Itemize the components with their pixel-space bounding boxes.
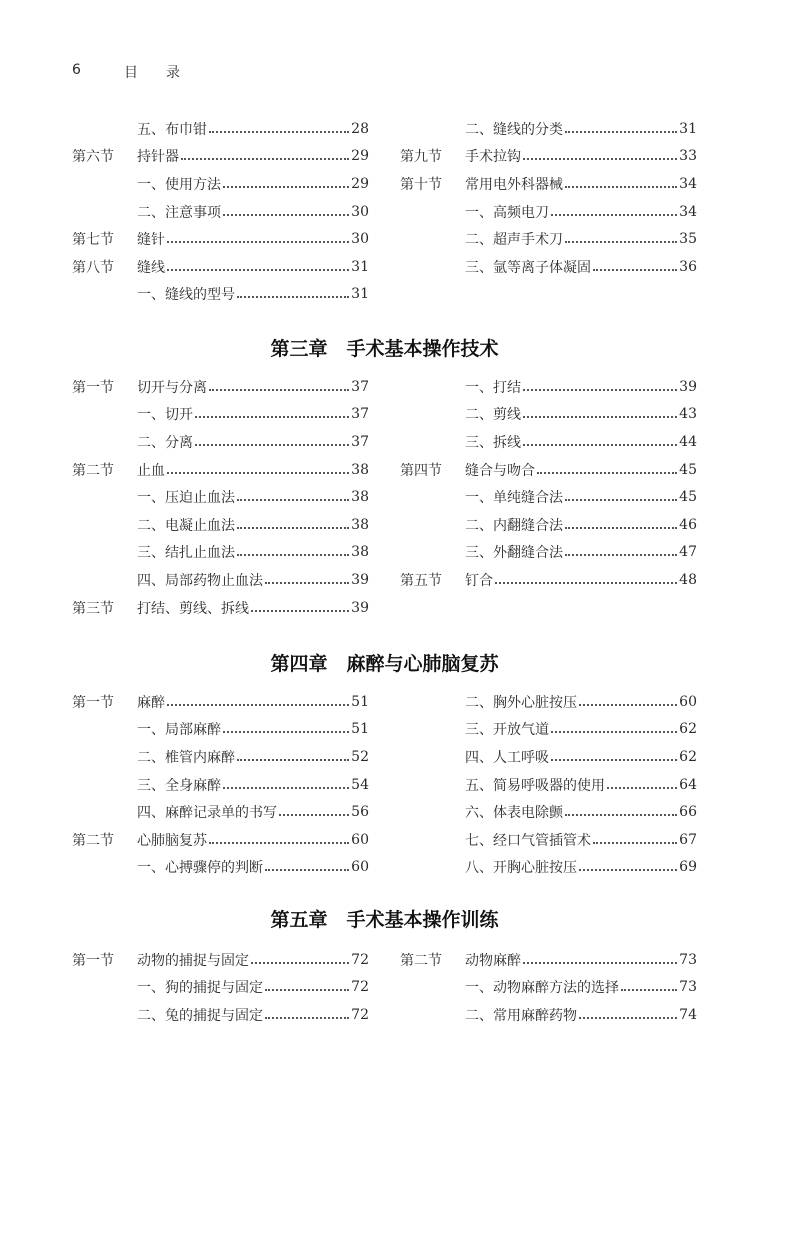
dot-leader xyxy=(237,554,349,556)
entry-title: 一、打结 xyxy=(465,379,521,396)
dot-leader xyxy=(195,416,349,418)
page-ref: 31 xyxy=(351,258,369,275)
page-number: 6 xyxy=(72,62,81,78)
entry-title: 三、氩等离子体凝固 xyxy=(465,259,591,276)
page-ref: 45 xyxy=(679,461,697,478)
entry-title: 动物麻醉 xyxy=(465,952,521,969)
page-ref: 54 xyxy=(351,776,369,793)
entry-title: 一、切开 xyxy=(137,407,193,424)
entry-title: 三、全身麻醉 xyxy=(137,777,221,794)
dot-leader xyxy=(265,869,349,871)
dot-leader xyxy=(551,759,677,761)
page-ref: 51 xyxy=(351,721,369,738)
entry-title: 钉合 xyxy=(465,572,493,589)
page-ref: 72 xyxy=(351,951,369,968)
toc-entry[interactable] xyxy=(72,456,369,484)
toc-block xyxy=(72,373,697,673)
toc-entry[interactable] xyxy=(400,974,697,1002)
entry-title: 一、单纯缝合法 xyxy=(465,490,563,507)
toc-entry[interactable] xyxy=(400,511,697,539)
section-label: 第一节 xyxy=(72,379,114,396)
dot-leader xyxy=(279,814,349,816)
toc-entry[interactable] xyxy=(400,198,697,226)
dot-leader xyxy=(237,759,349,761)
page-ref: 73 xyxy=(679,979,697,996)
dot-leader xyxy=(607,787,677,789)
entry-title: 二、常用麻醉药物 xyxy=(465,1007,577,1024)
dot-leader xyxy=(237,296,349,298)
toc-entry[interactable] xyxy=(400,854,697,882)
page-ref: 46 xyxy=(679,516,697,533)
toc-entry[interactable] xyxy=(72,253,369,281)
page-ref: 29 xyxy=(351,148,369,165)
page-ref: 34 xyxy=(679,175,697,192)
toc-entry[interactable] xyxy=(72,798,369,826)
entry-title: 手术拉钩 xyxy=(465,149,521,166)
toc-entry[interactable] xyxy=(72,401,369,429)
dot-leader xyxy=(565,241,677,243)
toc-entry[interactable] xyxy=(72,688,369,716)
entry-title: 三、拆线 xyxy=(465,434,521,451)
toc-entry[interactable] xyxy=(72,170,369,198)
entry-title: 一、缝线的型号 xyxy=(137,287,235,304)
dot-leader xyxy=(537,472,677,474)
toc-entry[interactable] xyxy=(400,826,697,854)
section-label: 第九节 xyxy=(400,149,442,166)
dot-leader xyxy=(565,499,677,501)
entry-title: 打结、剪线、拆线 xyxy=(137,600,249,617)
entry-title: 四、局部药物止血法 xyxy=(137,572,263,589)
toc-entry[interactable] xyxy=(72,483,369,511)
toc-entry[interactable] xyxy=(400,798,697,826)
page-ref: 34 xyxy=(679,203,697,220)
toc-entry[interactable] xyxy=(400,1001,697,1029)
entry-title: 二、胸外心脏按压 xyxy=(465,694,577,711)
section-label: 第二节 xyxy=(72,832,114,849)
toc-column-right xyxy=(400,688,697,881)
page-ref: 52 xyxy=(351,748,369,765)
toc-entry[interactable] xyxy=(400,483,697,511)
chapter-title: 第四章 麻醉与心肺脑复苏 xyxy=(270,653,499,675)
dot-leader xyxy=(209,389,349,391)
page-ref: 37 xyxy=(351,406,369,423)
page-ref: 39 xyxy=(351,599,369,616)
dot-leader xyxy=(181,158,349,160)
toc-entry[interactable] xyxy=(400,428,697,456)
page-ref: 43 xyxy=(679,406,697,423)
toc-block xyxy=(72,688,697,988)
toc-entry[interactable] xyxy=(400,456,697,484)
entry-title: 一、高频电刀 xyxy=(465,204,549,221)
page-ref: 29 xyxy=(351,175,369,192)
dot-leader xyxy=(551,214,677,216)
toc-column-right xyxy=(400,946,697,1029)
page-ref: 62 xyxy=(679,748,697,765)
dot-leader xyxy=(167,704,349,706)
entry-title: 七、经口气管插管术 xyxy=(465,832,591,849)
toc-entry[interactable] xyxy=(72,566,369,594)
dot-leader xyxy=(195,444,349,446)
entry-title: 二、剪线 xyxy=(465,407,521,424)
dot-leader xyxy=(223,186,349,188)
toc-column-left xyxy=(72,688,369,881)
page-ref: 60 xyxy=(679,693,697,710)
page-ref: 44 xyxy=(679,433,697,450)
toc-entry[interactable] xyxy=(400,539,697,567)
entry-title: 一、压迫止血法 xyxy=(137,490,235,507)
page-ref: 28 xyxy=(351,120,369,137)
dot-leader xyxy=(551,731,677,733)
section-label: 第二节 xyxy=(400,952,442,969)
section-label: 第七节 xyxy=(72,232,114,249)
page-ref: 45 xyxy=(679,489,697,506)
toc-column-left xyxy=(72,373,369,621)
section-label: 第五节 xyxy=(400,572,442,589)
toc-entry[interactable] xyxy=(400,716,697,744)
section-label: 第十节 xyxy=(400,176,442,193)
page-ref: 72 xyxy=(351,1006,369,1023)
entry-title: 三、结扎止血法 xyxy=(137,545,235,562)
dot-leader xyxy=(209,131,349,133)
dot-leader xyxy=(579,704,677,706)
toc-entry[interactable] xyxy=(72,115,369,143)
toc-entry[interactable] xyxy=(400,373,697,401)
toc-entry[interactable] xyxy=(400,688,697,716)
entry-title: 常用电外科器械 xyxy=(465,176,563,193)
entry-title: 六、体表电除颤 xyxy=(465,805,563,822)
dot-leader xyxy=(579,1017,677,1019)
toc-entry[interactable] xyxy=(72,539,369,567)
dot-leader xyxy=(523,158,677,160)
dot-leader xyxy=(251,962,349,964)
page-ref: 62 xyxy=(679,721,697,738)
dot-leader xyxy=(565,554,677,556)
page-ref: 39 xyxy=(351,571,369,588)
dot-leader xyxy=(237,527,349,529)
page-ref: 31 xyxy=(351,286,369,303)
page-ref: 38 xyxy=(351,461,369,478)
toc-entry[interactable] xyxy=(400,566,697,594)
entry-title: 一、局部麻醉 xyxy=(137,722,221,739)
entry-title: 二、分离 xyxy=(137,434,193,451)
entry-title: 心肺脑复苏 xyxy=(137,832,207,849)
page-ref: 74 xyxy=(679,1006,697,1023)
toc-entry[interactable] xyxy=(72,511,369,539)
section-label: 第六节 xyxy=(72,149,114,166)
dot-leader xyxy=(251,610,349,612)
entry-title: 四、麻醉记录单的书写 xyxy=(137,805,277,822)
dot-leader xyxy=(265,582,349,584)
entry-title: 五、简易呼吸器的使用 xyxy=(465,777,605,794)
section-label: 第一节 xyxy=(72,694,114,711)
toc-entry[interactable] xyxy=(400,771,697,799)
entry-title: 八、开胸心脏按压 xyxy=(465,860,577,877)
toc-entry[interactable] xyxy=(72,946,369,974)
toc-entry[interactable] xyxy=(72,771,369,799)
entry-title: 一、心搏骤停的判断 xyxy=(137,860,263,877)
toc-entry[interactable] xyxy=(400,170,697,198)
dot-leader xyxy=(209,842,349,844)
toc-entry[interactable] xyxy=(400,401,697,429)
entry-title: 麻醉 xyxy=(137,694,165,711)
page-ref: 56 xyxy=(351,804,369,821)
page-ref: 69 xyxy=(679,859,697,876)
page-ref: 37 xyxy=(351,378,369,395)
toc-entry[interactable] xyxy=(72,716,369,744)
dot-leader xyxy=(523,416,677,418)
dot-leader xyxy=(265,1017,349,1019)
dot-leader xyxy=(565,131,677,133)
entry-title: 二、椎管内麻醉 xyxy=(137,749,235,766)
dot-leader xyxy=(237,499,349,501)
entry-title: 二、内翻缝合法 xyxy=(465,517,563,534)
toc-entry[interactable] xyxy=(72,373,369,401)
toc-column-right xyxy=(400,373,697,594)
toc-entry[interactable] xyxy=(400,115,697,143)
toc-entry[interactable] xyxy=(72,1001,369,1029)
page-ref: 30 xyxy=(351,203,369,220)
page-ref: 73 xyxy=(679,951,697,968)
entry-title: 二、电凝止血法 xyxy=(137,517,235,534)
entry-title: 三、外翻缝合法 xyxy=(465,545,563,562)
dot-leader xyxy=(265,989,349,991)
toc-entry[interactable] xyxy=(72,198,369,226)
toc-entry[interactable] xyxy=(72,854,369,882)
section-label: 第三节 xyxy=(72,600,114,617)
toc-entry[interactable] xyxy=(72,225,369,253)
toc-entry[interactable] xyxy=(72,428,369,456)
entry-title: 一、使用方法 xyxy=(137,176,221,193)
page-ref: 37 xyxy=(351,433,369,450)
page-ref: 33 xyxy=(679,148,697,165)
toc-entry[interactable] xyxy=(72,594,369,622)
page-ref: 31 xyxy=(679,120,697,137)
entry-title: 一、动物麻醉方法的选择 xyxy=(465,980,619,997)
dot-leader xyxy=(593,269,677,271)
page-ref: 38 xyxy=(351,544,369,561)
section-label: 第二节 xyxy=(72,462,114,479)
dot-leader xyxy=(565,814,677,816)
dot-leader xyxy=(565,186,677,188)
page-ref: 60 xyxy=(351,859,369,876)
entry-title: 止血 xyxy=(137,462,165,479)
dot-leader xyxy=(579,869,677,871)
page-ref: 36 xyxy=(679,258,697,275)
page-ref: 38 xyxy=(351,516,369,533)
page-ref: 30 xyxy=(351,231,369,248)
dot-leader xyxy=(593,842,677,844)
entry-title: 缝合与吻合 xyxy=(465,462,535,479)
page-ref: 67 xyxy=(679,831,697,848)
section-label: 第八节 xyxy=(72,259,114,276)
page-ref: 60 xyxy=(351,831,369,848)
dot-leader xyxy=(523,444,677,446)
page-ref: 66 xyxy=(679,804,697,821)
toc-entry[interactable] xyxy=(400,743,697,771)
dot-leader xyxy=(223,214,349,216)
entry-title: 五、布巾钳 xyxy=(137,121,207,138)
toc-column-right xyxy=(400,115,697,281)
entry-title: 二、兔的捕捉与固定 xyxy=(137,1007,263,1024)
dot-leader xyxy=(523,389,677,391)
toc-entry[interactable] xyxy=(400,143,697,171)
chapter-title: 第三章 手术基本操作技术 xyxy=(270,338,499,360)
running-title: 目 录 xyxy=(124,65,180,81)
section-label: 第四节 xyxy=(400,462,442,479)
entry-title: 切开与分离 xyxy=(137,379,207,396)
page-ref: 64 xyxy=(679,776,697,793)
page-ref: 39 xyxy=(679,378,697,395)
entry-title: 四、人工呼吸 xyxy=(465,749,549,766)
entry-title: 三、开放气道 xyxy=(465,722,549,739)
toc-block xyxy=(72,946,697,1246)
dot-leader xyxy=(167,269,349,271)
toc-entry[interactable] xyxy=(72,143,369,171)
page-ref: 51 xyxy=(351,693,369,710)
dot-leader xyxy=(167,241,349,243)
page-ref: 38 xyxy=(351,489,369,506)
entry-title: 二、注意事项 xyxy=(137,204,221,221)
page-ref: 72 xyxy=(351,979,369,996)
entry-title: 持针器 xyxy=(137,149,179,166)
dot-leader xyxy=(565,527,677,529)
toc-entry[interactable] xyxy=(72,826,369,854)
entry-title: 一、狗的捕捉与固定 xyxy=(137,980,263,997)
dot-leader xyxy=(621,989,677,991)
toc-column-left xyxy=(72,946,369,1029)
dot-leader xyxy=(223,731,349,733)
toc-column-left xyxy=(72,115,369,308)
entry-title: 缝针 xyxy=(137,232,165,249)
section-label: 第一节 xyxy=(72,952,114,969)
toc-entry[interactable] xyxy=(72,743,369,771)
entry-title: 二、缝线的分类 xyxy=(465,121,563,138)
entry-title: 动物的捕捉与固定 xyxy=(137,952,249,969)
toc-block xyxy=(72,115,697,415)
toc-entry[interactable] xyxy=(400,946,697,974)
entry-title: 缝线 xyxy=(137,259,165,276)
page-ref: 35 xyxy=(679,231,697,248)
chapter-title: 第五章 手术基本操作训练 xyxy=(270,909,499,931)
page-ref: 48 xyxy=(679,571,697,588)
toc-entry[interactable] xyxy=(400,225,697,253)
page-ref: 47 xyxy=(679,544,697,561)
toc-entry[interactable] xyxy=(72,281,369,309)
toc-entry[interactable] xyxy=(400,253,697,281)
dot-leader xyxy=(523,962,677,964)
dot-leader xyxy=(223,787,349,789)
dot-leader xyxy=(495,582,677,584)
toc-entry[interactable] xyxy=(72,974,369,1002)
dot-leader xyxy=(167,472,349,474)
entry-title: 二、超声手术刀 xyxy=(465,232,563,249)
